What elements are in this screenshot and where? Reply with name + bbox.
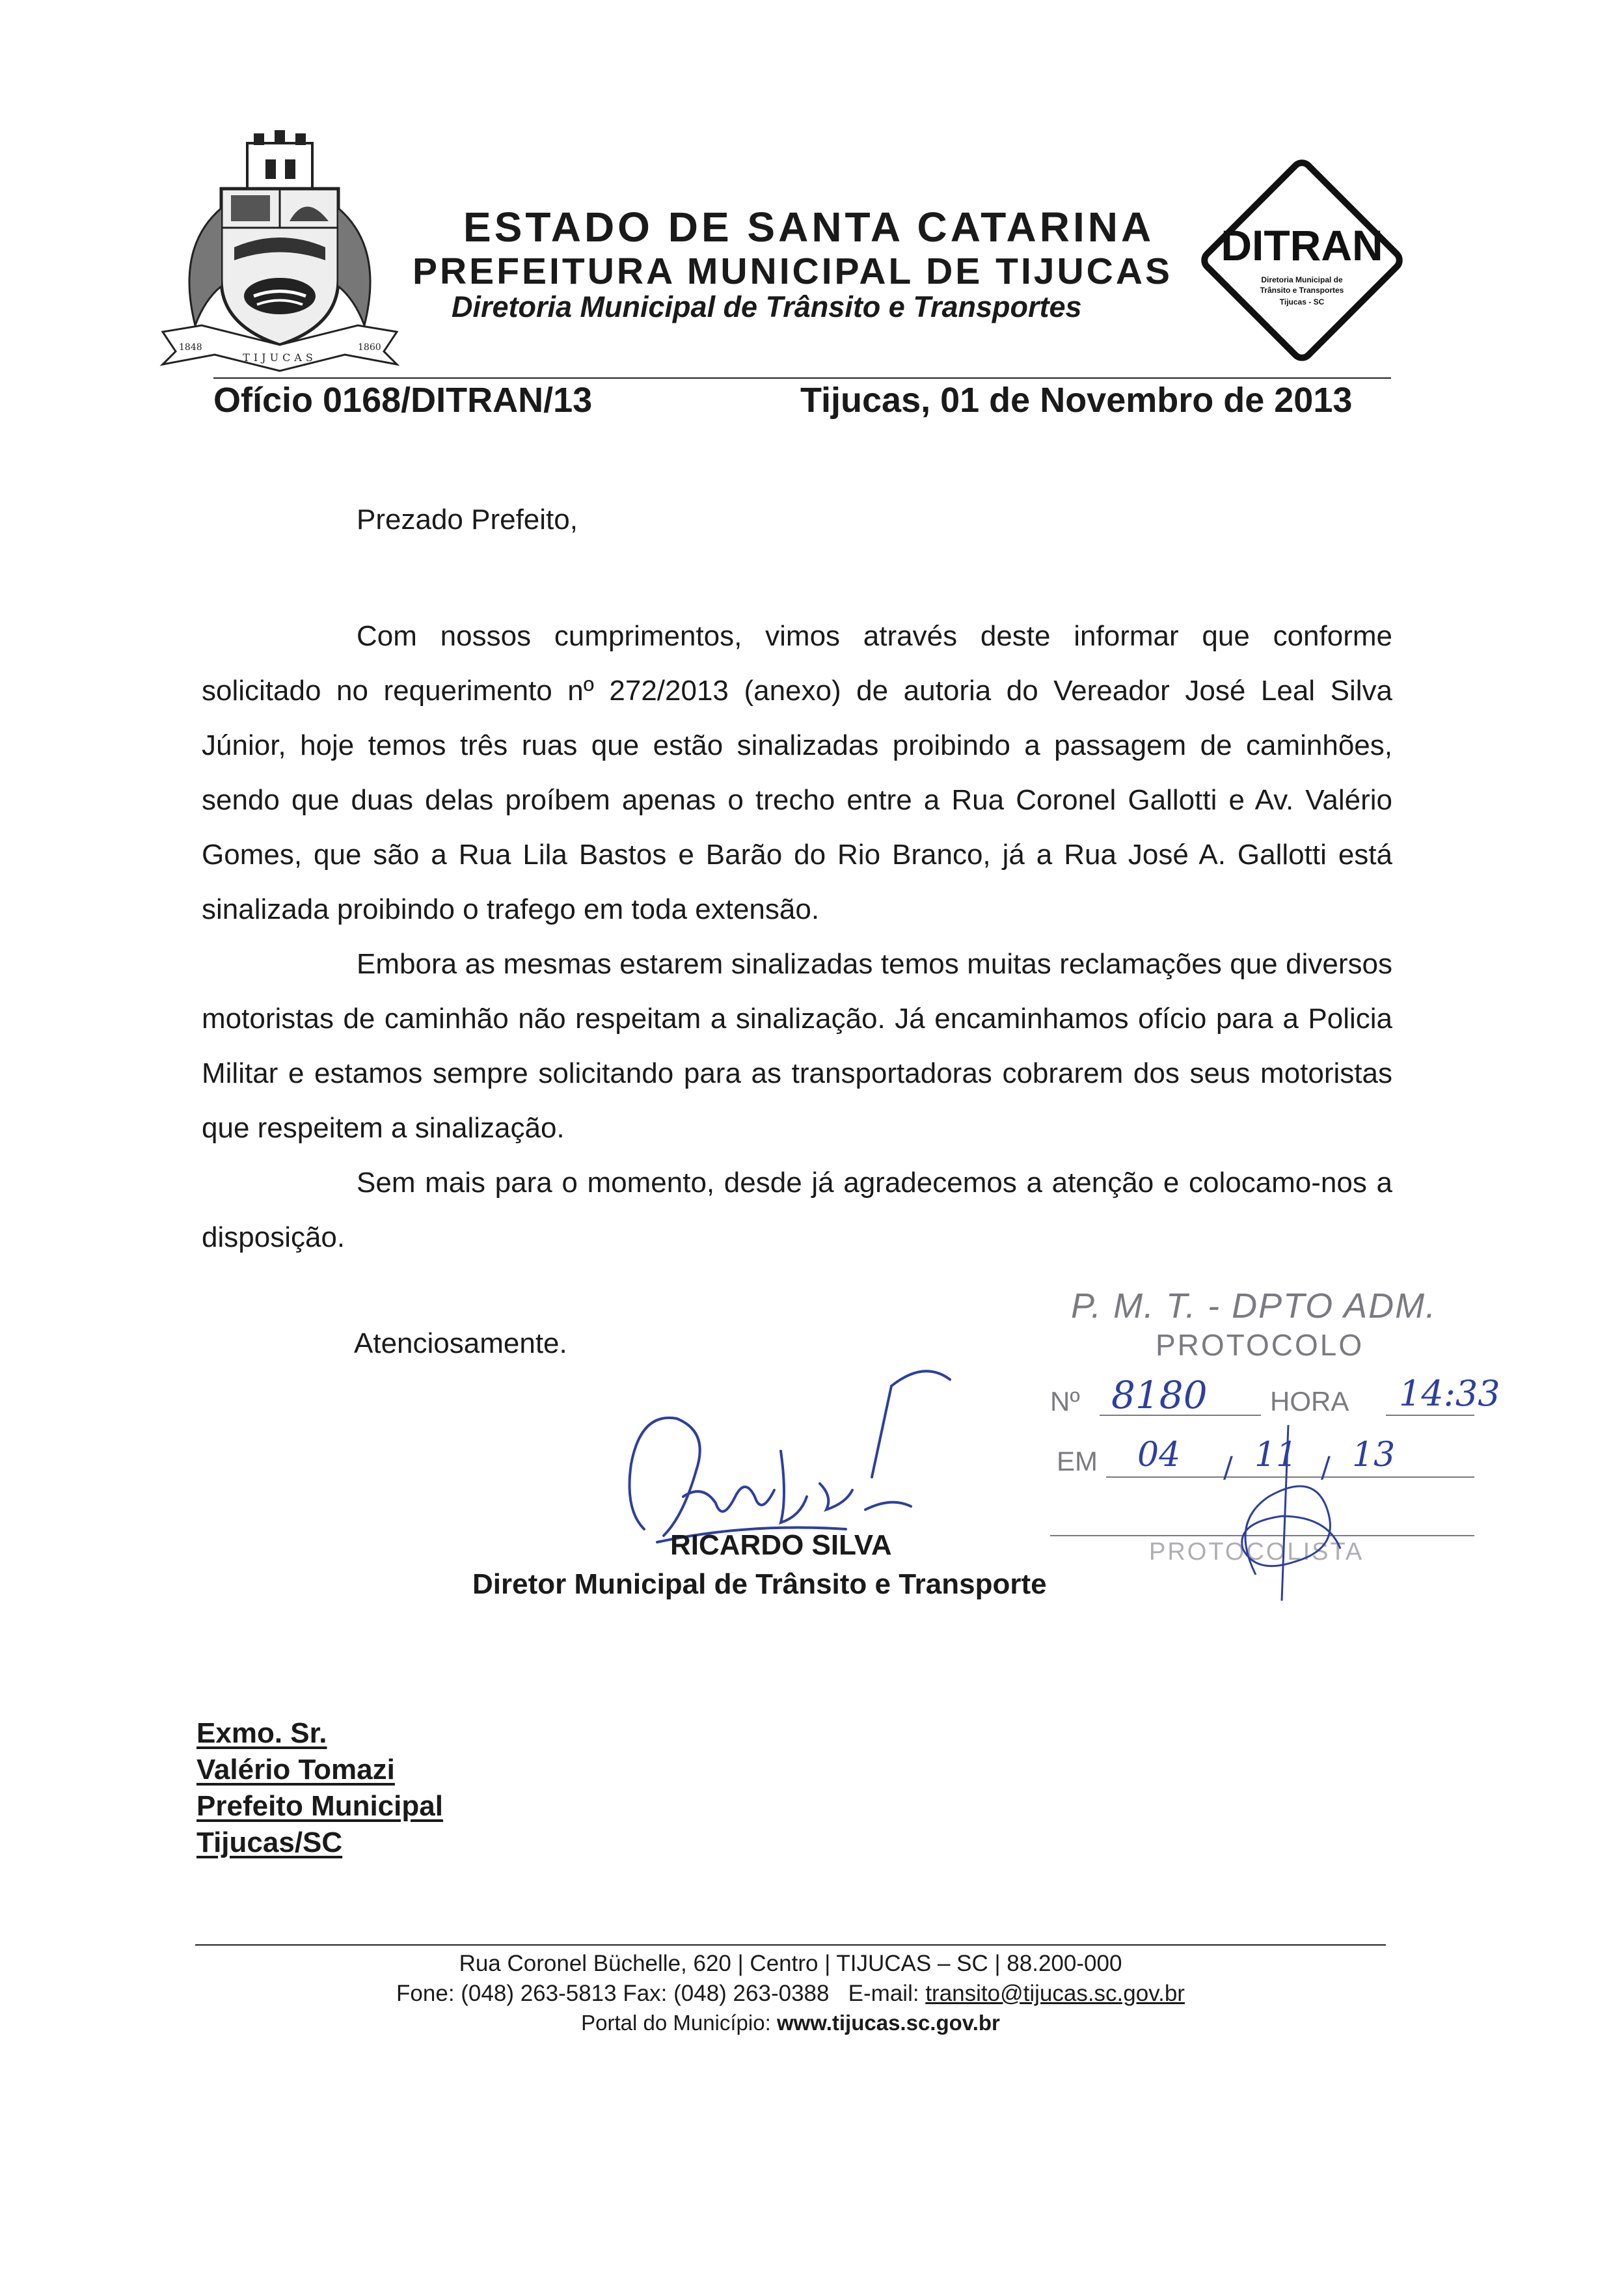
footer-portal-link[interactable]: www.tijucas.sc.gov.br <box>776 2011 1000 2035</box>
ditran-logo-line1: Diretoria Municipal de <box>1261 275 1343 284</box>
salutation: Prezado Prefeito, <box>357 504 578 536</box>
body-paragraph-2: Embora as mesmas estarem sinalizadas temos muitas reclamações que diversos motoristas de caminhão não respeitam a sinalização. Já encaminhamos ofício para a Policia Militar e estamos sempre solicitando para as transportadoras cobrarem dos seus motoristas que respeitem a sinalização. <box>202 948 1392 1144</box>
stamp-title: PROTOCOLO <box>1156 1328 1364 1362</box>
header-divider <box>213 377 1391 379</box>
signer-name: RICARDO SILVA <box>670 1529 892 1561</box>
ditran-logo-line3: Tijucas - SC <box>1279 297 1325 306</box>
letter-date: Tijucas, 01 de Novembro de 2013 <box>800 381 1353 420</box>
protocol-stamp <box>1035 1275 1500 1614</box>
stamp-hour-label: HORA <box>1270 1386 1349 1417</box>
closing: Atenciosamente. <box>354 1327 567 1359</box>
footer-portal <box>195 2011 1386 2035</box>
footer-divider <box>195 1944 1386 1946</box>
signer-role: Diretor Municipal de Trânsito e Transporte <box>472 1568 1047 1600</box>
stamp-day: 04 <box>1137 1435 1181 1474</box>
addressee-line-4: Tijucas/SC <box>196 1827 343 1858</box>
ditran-logo <box>1193 151 1411 370</box>
stamp-number-value: 8180 <box>1111 1373 1208 1417</box>
letter-reference: Ofício 0168/DITRAN/13 <box>213 381 593 420</box>
stamp-number-label: Nº <box>1050 1386 1080 1417</box>
addressee-line-2: Valério Tomazi <box>196 1754 395 1786</box>
addressee-block <box>196 1715 443 1861</box>
addressee-line-1: Exmo. Sr. <box>196 1717 327 1749</box>
stamp-hour-value: 14:33 <box>1399 1373 1500 1414</box>
ditran-logo-line2: Trânsito e Transportes <box>1260 286 1344 295</box>
body-paragraph-3: Sem mais para o momento, desde já agradecemos a atenção e colocamo-nos a disposição. <box>202 1167 1392 1253</box>
footer-email-link[interactable]: transito@tijucas.sc.gov.br <box>925 1981 1185 2006</box>
addressee-line-3: Prefeito Municipal <box>196 1790 443 1822</box>
footer-address: Rua Coronel Büchelle, 620 | Centro | TIJUCAS – SC | 88.200-000 <box>459 1951 1122 1976</box>
header-prefecture: PREFEITURA MUNICIPAL DE TIJUCAS <box>413 251 1173 292</box>
coat-of-arms-logo <box>150 130 410 377</box>
letter-body <box>202 609 1392 1265</box>
stamp-date-label: EM <box>1057 1446 1098 1476</box>
stamp-year: 13 <box>1352 1435 1396 1474</box>
svg-text:/: / <box>1223 1451 1233 1484</box>
coat-ribbon-text: TIJUCAS <box>243 351 317 364</box>
coat-year-left: 1848 <box>179 342 202 353</box>
ditran-logo-title: DITRAN <box>1221 221 1383 269</box>
stamp-month: 11 <box>1254 1435 1298 1474</box>
body-paragraph-1: Com nossos cumprimentos, vimos através deste informar que conforme solicitado no requerimento nº 272/2013 (anexo) de autoria do Vereador José Leal Silva Júnior, hoje temos três ruas que estão sinalizadas proibindo a passagem de caminhões, sendo que duas delas proíbem apenas o trecho entre a Rua Coronel Gallotti e Av. Valério Gomes, que são a Rua Lila Bastos e Barão do Rio Branco, já a Rua José A. Gallotti está sinalizada proibindo o trafego em toda extensão. <box>202 620 1392 925</box>
footer-phones: Fone: (048) 263-5813 Fax: (048) 263-0388 <box>396 1981 830 2006</box>
stamp-clerk-label: PROTOCOLISTA <box>1149 1538 1364 1566</box>
stamp-dept: P. M. T. - DPTO ADM. <box>1071 1286 1437 1325</box>
footer-portal-label: Portal do Município: <box>581 2011 771 2035</box>
footer-contacts <box>195 1981 1386 2007</box>
footer-email-label: E-mail: <box>848 1981 919 2006</box>
header-state: ESTADO DE SANTA CATARINA <box>463 204 1155 251</box>
coat-year-right: 1860 <box>358 342 381 353</box>
svg-text:/: / <box>1321 1451 1331 1484</box>
header-directorate: Diretoria Municipal de Trânsito e Transportes <box>452 290 1082 323</box>
